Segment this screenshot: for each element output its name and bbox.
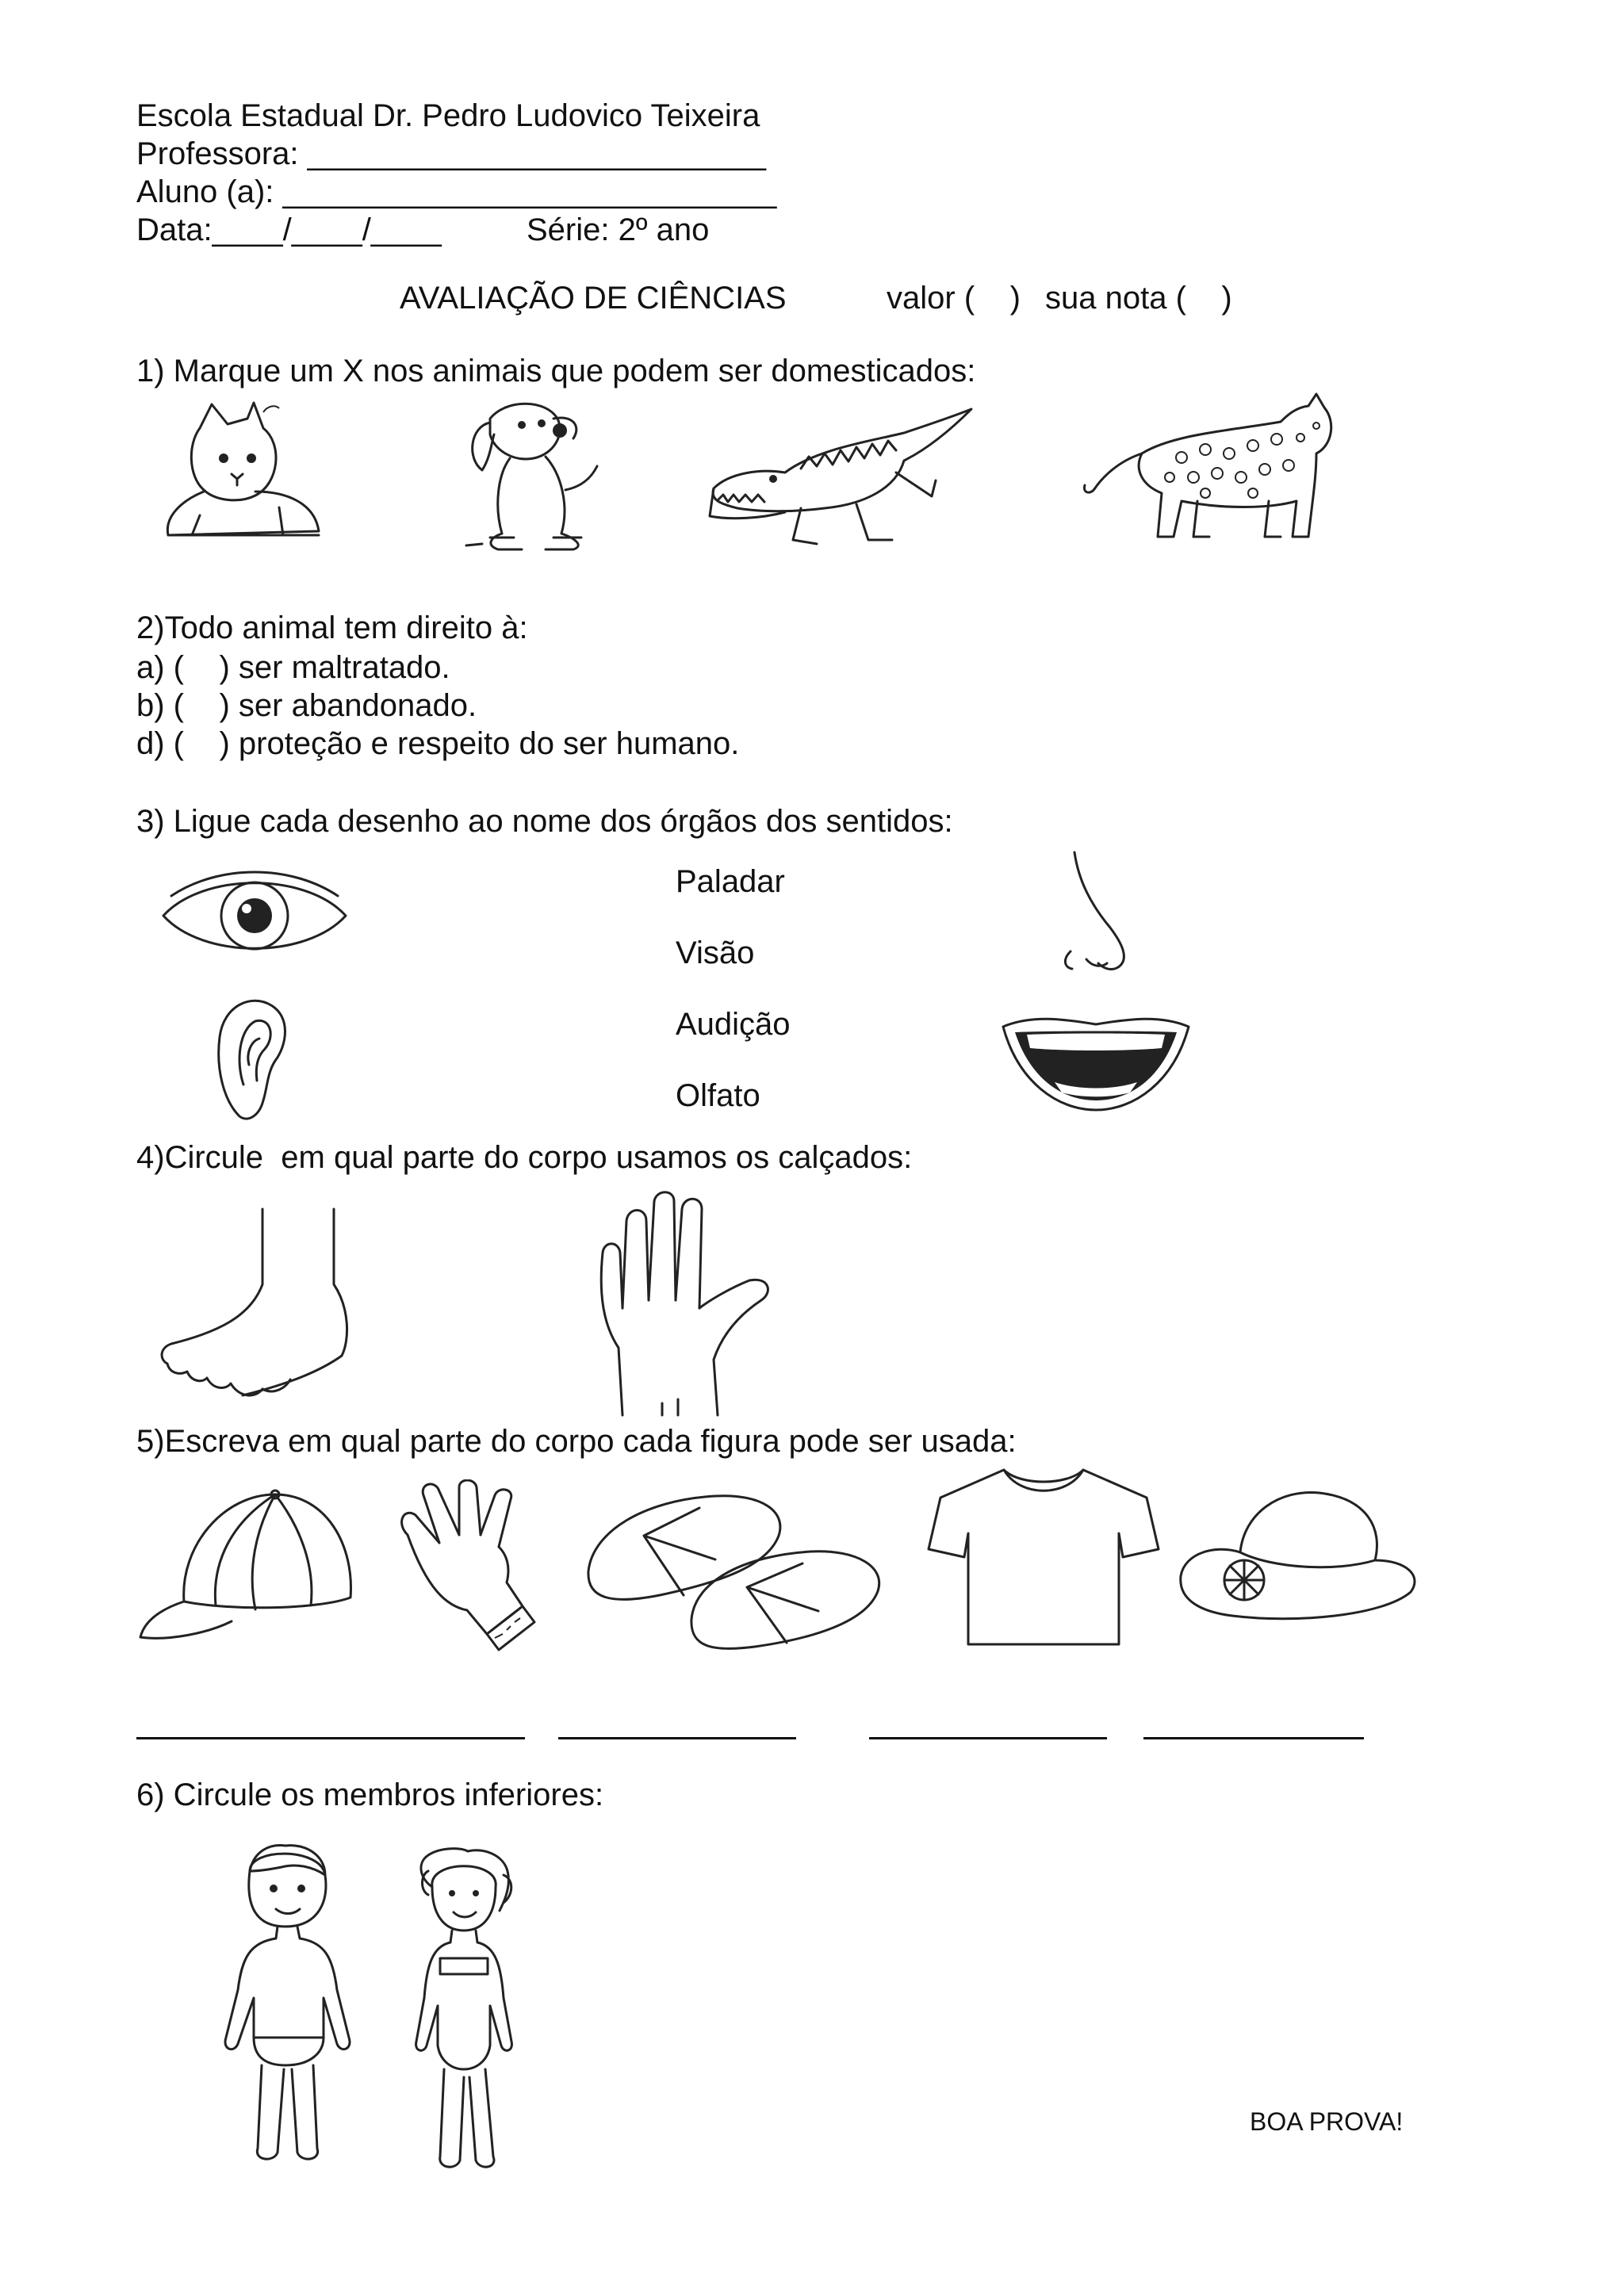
question-4-prompt: 4)Circule em qual parte do corpo usamos os calçados: (136, 1140, 913, 1175)
student-field[interactable]: Aluno (a): ____________________________ (136, 174, 777, 209)
grade-label: Série: 2º ano (527, 212, 710, 247)
foot-drawing[interactable] (155, 1205, 362, 1419)
answer-line-3[interactable] (869, 1737, 1107, 1739)
score-grade-field[interactable]: sua nota ( ) (1045, 281, 1232, 316)
nose-drawing[interactable] (1055, 848, 1150, 991)
cap-drawing[interactable] (136, 1483, 362, 1649)
question-6-prompt: 6) Circule os membros inferiores: (136, 1777, 604, 1812)
tshirt-drawing[interactable] (925, 1462, 1162, 1652)
question-1-prompt: 1) Marque um X nos animais que podem ser domesticados: (136, 354, 976, 388)
answer-line-2[interactable] (558, 1737, 796, 1739)
question-3-prompt: 3) Ligue cada desenho ao nome dos órgãos dos sentidos: (136, 804, 953, 839)
closing-message: BOA PROVA! (1250, 2107, 1404, 2136)
sense-smell-label[interactable]: Olfato (676, 1078, 760, 1113)
option-a[interactable]: a) ( ) ser maltratado. (136, 650, 450, 685)
sense-vision-label[interactable]: Visão (676, 936, 755, 970)
glove-drawing[interactable] (392, 1479, 542, 1654)
mouth-drawing[interactable] (999, 1007, 1193, 1118)
date-field[interactable]: Data:____/____/____ (136, 212, 442, 247)
eye-drawing[interactable] (155, 864, 354, 967)
ear-drawing[interactable] (208, 989, 295, 1124)
cat-drawing[interactable] (152, 396, 335, 555)
question-2-prompt: 2)Todo animal tem direito à: (136, 610, 528, 645)
hand-drawing[interactable] (587, 1189, 785, 1419)
option-b[interactable]: b) ( ) ser abandonado. (136, 688, 477, 723)
dog-drawing[interactable] (435, 395, 609, 561)
option-d[interactable]: d) ( ) proteção e respeito do ser humano. (136, 726, 740, 761)
hat-drawing[interactable] (1177, 1481, 1423, 1640)
answer-line-4[interactable] (1143, 1737, 1364, 1739)
boy-drawing[interactable] (206, 1839, 365, 2172)
score-value-field[interactable]: valor ( ) (887, 281, 1021, 316)
page-title: AVALIAÇÃO DE CIÊNCIAS (400, 281, 787, 316)
girl-drawing[interactable] (396, 1847, 531, 2180)
jaguar-drawing[interactable] (1078, 390, 1348, 557)
sense-taste-label[interactable]: Paladar (676, 864, 785, 899)
school-name: Escola Estadual Dr. Pedro Ludovico Teixeira (136, 98, 760, 133)
answer-line-1[interactable] (136, 1737, 525, 1739)
crocodile-drawing[interactable] (698, 393, 983, 560)
teacher-field[interactable]: Professora: __________________________ (136, 136, 767, 171)
question-5-prompt: 5)Escreva em qual parte do corpo cada figura pode ser usada: (136, 1424, 1017, 1459)
sense-hearing-label[interactable]: Audição (676, 1007, 791, 1042)
sandals-drawing[interactable] (580, 1476, 890, 1659)
